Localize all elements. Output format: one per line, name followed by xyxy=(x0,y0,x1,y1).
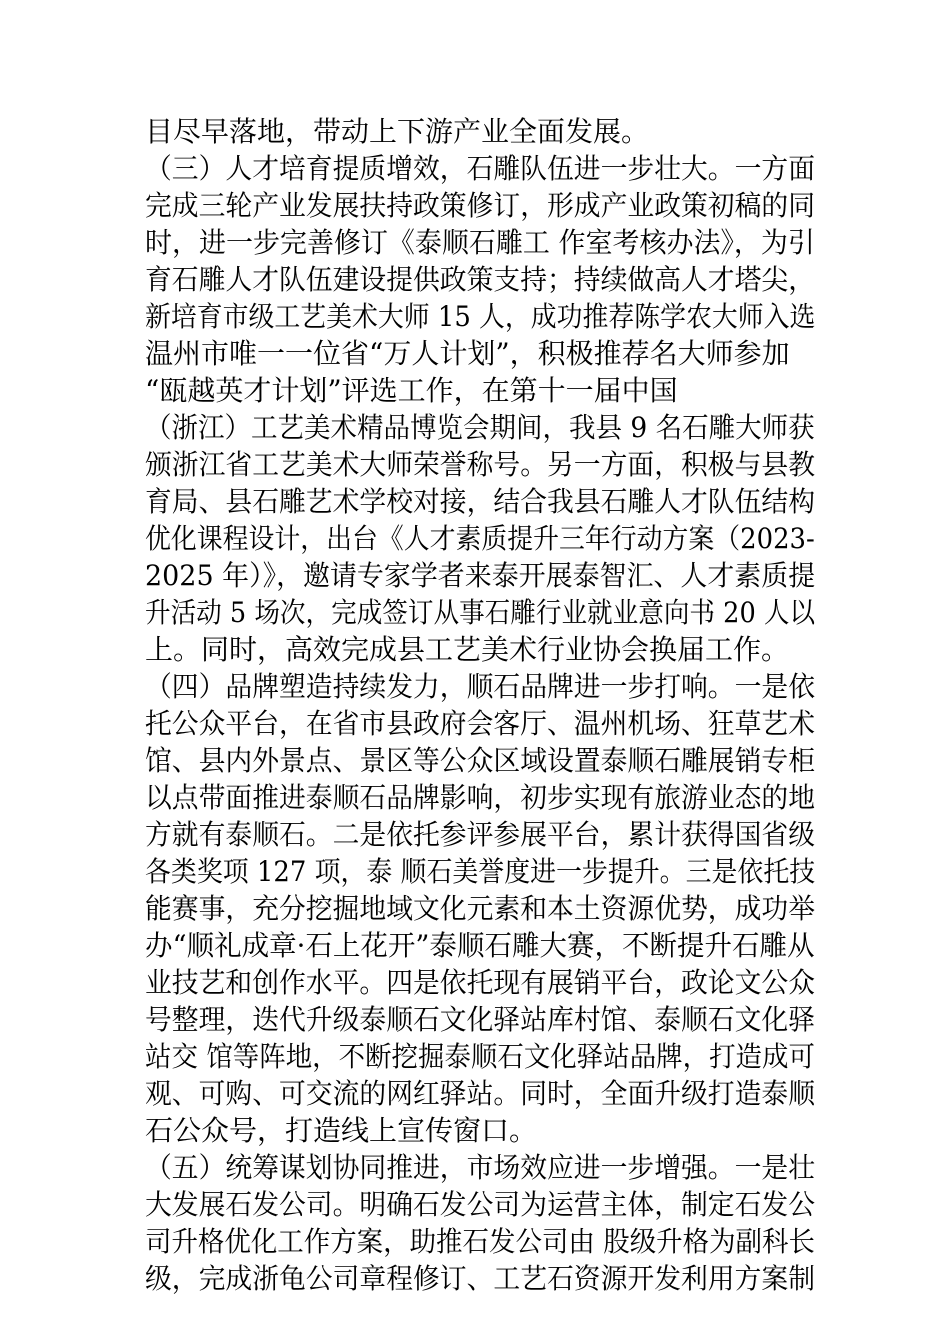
text-line: 育局、县石雕艺术学校对接，结合我县石雕人才队伍结构 xyxy=(145,485,816,518)
text-line: 大发展石发公司。明确石发公司为运营主体，制定石发公 xyxy=(145,1188,816,1221)
text-line: 时，进一步完善修订《泰顺石雕工 作室考核办法》，为引 xyxy=(145,226,815,259)
text-line: 完成三轮产业发展扶持政策修订，形成产业政策初稿的同 xyxy=(145,189,816,222)
text-line: 颁浙江省工艺美术大师荣誉称号。另一方面，积极与县教 xyxy=(145,448,816,481)
text-line: 新培育市级工艺美术大师 15 人，成功推荐陈学农大师入选 xyxy=(145,300,816,333)
text-line: （三）人才培育提质增效，石雕队伍进一步壮大。一方面 xyxy=(145,152,816,185)
text-line: 馆、县内外景点、景区等公众区域设置泰顺石雕展销专柜 xyxy=(145,744,816,777)
text-line: 石公众号，打造线上宣传窗口。 xyxy=(145,1114,538,1147)
text-line: 方就有泰顺石。二是依托参评参展平台，累计获得国省级 xyxy=(145,818,816,851)
text-line: 2025 年）》，邀请专家学者来泰开展泰智汇、人才素质提 xyxy=(145,559,816,592)
text-line: 观、可购、可交流的网红驿站。同时，全面升级打造泰顺 xyxy=(145,1077,816,1110)
text-line: 各类奖项 127 项，泰 顺石美誉度进一步提升。三是依托技 xyxy=(145,855,816,888)
text-line: （五）统筹谋划协同推进，市场效应进一步增强。一是壮 xyxy=(145,1151,816,1184)
text-line: 育石雕人才队伍建设提供政策支持；持续做高人才塔尖， xyxy=(145,263,816,296)
text-line: “瓯越英才计划”评选工作，在第十一届中国 xyxy=(145,374,678,407)
text-line: 托公众平台，在省市县政府会客厅、温州机场、狂草艺术 xyxy=(145,707,816,740)
text-line: 以点带面推进泰顺石品牌影响，初步实现有旅游业态的地 xyxy=(145,781,816,814)
text-line: 升活动 5 场次，完成签订从事石雕行业就业意向书 20 人以 xyxy=(145,596,816,629)
text-line: 级，完成浙龟公司章程修订、工艺石资源开发利用方案制 xyxy=(145,1262,816,1295)
text-line: （四）品牌塑造持续发力，顺石品牌进一步打响。一是依 xyxy=(145,670,816,703)
text-line: 业技艺和创作水平。四是依托现有展销平台，政论文公众 xyxy=(145,966,816,999)
text-line: 温州市唯一一位省“万人计划”，积极推荐名大师参加 xyxy=(145,337,790,370)
text-line: 上。同时，高效完成县工艺美术行业协会换届工作。 xyxy=(145,633,790,666)
text-line: 号整理，迭代升级泰顺石文化驿站库村馆、泰顺石文化驿 xyxy=(145,1003,816,1036)
text-line: 办“顺礼成章·石上花开”泰顺石雕大赛，不断提升石雕从 xyxy=(145,929,815,962)
text-line: 司升格优化工作方案，助推石发公司由 股级升格为副科长 xyxy=(145,1225,815,1258)
text-line: （浙江）工艺美术精品博览会期间，我县 9 名石雕大师获 xyxy=(145,411,815,444)
text-line: 站交 馆等阵地，不断挖掘泰顺石文化驿站品牌，打造成可 xyxy=(145,1040,815,1073)
text-line: 优化课程设计，出台《人才素质提升三年行动方案（2023- xyxy=(145,522,815,555)
text-line: 能赛事，充分挖掘地域文化元素和本土资源优势，成功举 xyxy=(145,892,816,925)
text-line: 目尽早落地，带动上下游产业全面发展。 xyxy=(145,115,650,148)
